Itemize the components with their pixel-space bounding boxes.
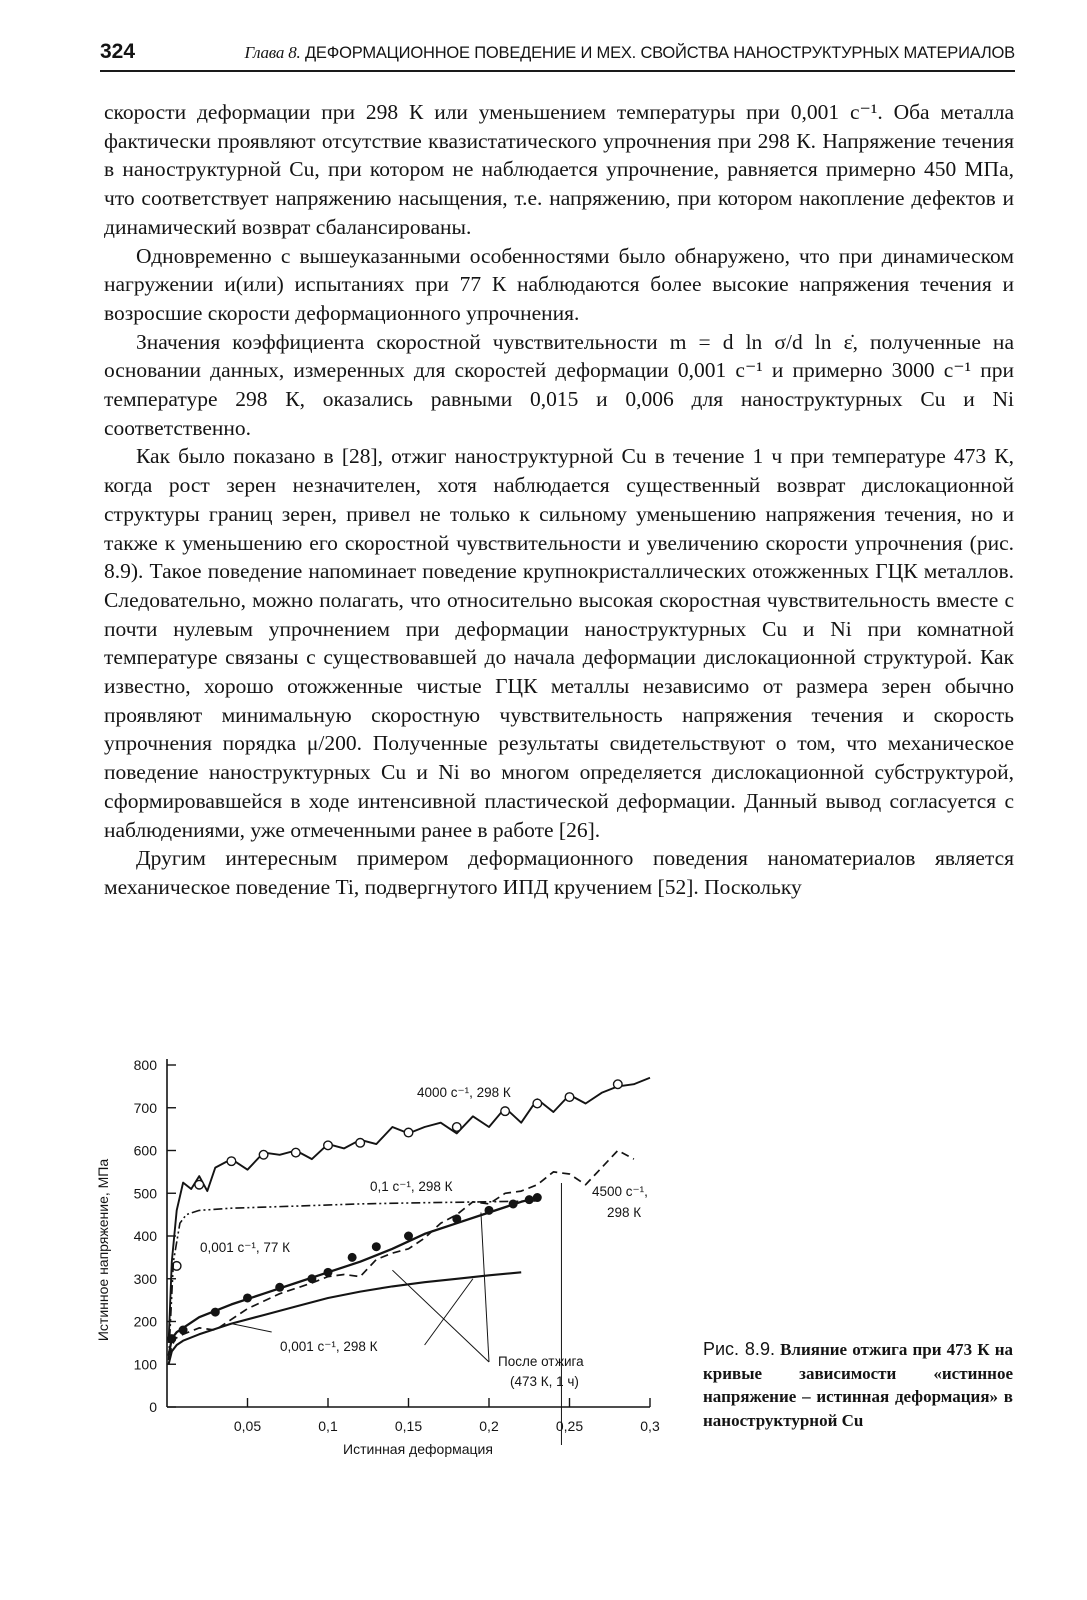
series-marker-3 <box>179 1326 187 1334</box>
label-annealed-b: (473 К, 1 ч) <box>510 1374 579 1389</box>
series-marker-3 <box>348 1254 356 1262</box>
series-marker-3 <box>525 1196 533 1204</box>
y-tick-label: 200 <box>133 1313 157 1330</box>
series-marker-0 <box>614 1080 623 1089</box>
label-4500-a: 4500 с⁻¹, <box>592 1184 648 1199</box>
series-marker-0 <box>453 1123 462 1132</box>
paragraph: скорости деформации при 298 К или уменьшением температуры при 0,001 с⁻¹. Оба металла фактически проявляют отсутствие квазистатического упрочнения при 298 К. Напряжение течения в наноструктурной Cu, при котором не наблюдается упрочнение, равняется примерно 450 МПа, что соответствует напряжению насыщения, т.е. напряжению, при котором накопление дефектов и динамический возврат сбалансированы. <box>104 100 1014 239</box>
paragraph: Другим интересным примером деформационного поведения наноматериалов является механическое поведение Ti, подвергнутого ИПД кручением [52]. Поскольку <box>104 846 1014 899</box>
stress-strain-chart <box>88 1045 678 1465</box>
header-rule <box>100 70 1015 72</box>
body-text <box>104 98 1014 902</box>
label-0-1: 0,1 с⁻¹, 298 К <box>370 1179 453 1194</box>
series-marker-0 <box>404 1128 413 1137</box>
label-annealed-a: После отжига <box>498 1354 584 1369</box>
x-tick-label: 0,15 <box>394 1418 423 1434</box>
paragraph: Как было показано в [28], отжиг наноструктурной Cu в течение 1 ч при температуре 473 К, когда рост зерен незначителен, хотя наблюдается существенный возврат дислокационной структуры границ зерен, привел не только к сильному уменьшению напряжения течения, но и также к уменьшению его скоростной чувствительности и увеличению скорости упрочнения (рис. 8.9). Такое поведение напоминает поведение крупнокристаллических отожженных ГЦК металлов. Следовательно, можно полагать, что относительно высокая скоростная чувствительность вместе с почти нулевым упрочнением при деформации наноструктурных Cu и Ni при комнатной температуре связаны с существовавшей до начала деформации дислокационной структурой. Как известно, хорошо отожженные чистые ГЦК металлы независимо от размера зерен обычно проявляют минимальную скоростную чувствительность напряжения течения и скорость упрочнения порядка μ/200. Полученные результаты свидетельствуют о том, что механическое поведение наноструктурных Cu и Ni во многом определяется дислокационной субструктурой, сформировавшейся в ходе интенсивной пластической деформации. Данный вывод согласуется с наблюдениями, уже отмеченными ранее в работе [26]. <box>104 444 1014 842</box>
series-marker-0 <box>533 1099 542 1108</box>
y-tick-label: 400 <box>133 1228 157 1244</box>
x-tick-label: 0,2 <box>479 1418 499 1434</box>
series-marker-3 <box>405 1232 413 1240</box>
figure-caption <box>703 1338 1013 1432</box>
chapter-title: ДЕФОРМАЦИОННОЕ ПОВЕДЕНИЕ И МЕХ. СВОЙСТВА НАНОСТРУКТУРНЫХ МАТЕРИАЛОВ <box>304 44 1015 62</box>
series-marker-3 <box>168 1335 176 1343</box>
chapter-label: Глава 8. <box>244 43 301 62</box>
series-marker-0 <box>501 1107 510 1116</box>
y-axis-label: Истинное напряжение, МПа <box>95 1158 111 1342</box>
page-number: 324 <box>100 40 136 63</box>
y-tick-label: 0 <box>149 1399 157 1415</box>
label-4000: 4000 с⁻¹, 298 К <box>417 1085 511 1100</box>
x-tick-label: 0,05 <box>233 1418 262 1434</box>
curves <box>168 1078 650 1445</box>
series-marker-0 <box>292 1148 301 1157</box>
series-marker-0 <box>259 1150 268 1159</box>
caption-label: Рис. 8.9. <box>703 1339 775 1359</box>
series-marker-3 <box>308 1275 316 1283</box>
x-tick-label: 0,25 <box>555 1418 584 1434</box>
leader-line <box>392 1270 489 1362</box>
series-marker-3 <box>324 1269 332 1277</box>
leader-line <box>481 1212 489 1362</box>
paragraph: Значения коэффициента скоростной чувствительности m = d ln σ/d ln ε̇, полученные на основании данных, измеренных для скоростей деформации 0,001 с⁻¹ и примерно 3000 с⁻¹ при температуре 298 К, оказались равными 0,015 и 0,006 для наноструктурных Cu и Ni соответственно. <box>104 329 1014 440</box>
figure-8-9 <box>88 1045 678 1470</box>
series-marker-3 <box>212 1308 220 1316</box>
series-marker-0 <box>356 1139 365 1148</box>
x-axis-label: Истинная деформация <box>343 1441 493 1457</box>
series-marker-3 <box>244 1294 252 1302</box>
series-marker-0 <box>195 1180 204 1189</box>
leader-line <box>231 1324 271 1332</box>
running-head <box>100 40 1015 76</box>
series-marker-3 <box>276 1284 284 1292</box>
series-marker-0 <box>227 1157 236 1166</box>
y-tick-label: 600 <box>133 1142 157 1159</box>
chapter-header <box>245 43 1016 63</box>
chart-labels <box>200 1085 648 1389</box>
series-marker-0 <box>565 1093 574 1102</box>
label-4500-b: 298 К <box>607 1205 642 1220</box>
caption-text: Влияние отжига при 473 К на кривые зависимости «истинное напряжение – истинная деформация» в наноструктурной Cu <box>703 1340 1013 1430</box>
series-marker-3 <box>373 1243 381 1251</box>
series-marker-3 <box>485 1207 493 1215</box>
y-tick-label: 100 <box>133 1356 157 1373</box>
series-marker-3 <box>453 1215 461 1223</box>
y-tick-label: 500 <box>133 1185 157 1202</box>
x-tick-label: 0,1 <box>318 1418 338 1434</box>
series-marker-0 <box>324 1141 333 1150</box>
y-tick-label: 300 <box>133 1270 157 1287</box>
series-marker-3 <box>509 1200 517 1208</box>
y-tick-label: 800 <box>133 1057 157 1073</box>
leader-line <box>425 1279 473 1345</box>
x-tick-label: 0,3 <box>640 1418 660 1434</box>
series-line-0 <box>169 1078 650 1343</box>
label-0-001-298: 0,001 с⁻¹, 298 К <box>280 1339 378 1354</box>
paragraph: Одновременно с вышеуказанными особенностями было обнаружено, что при динамическом нагружении и(или) испытаниях при 77 К наблюдаются более высокие напряжения течения и возросшие скорости деформационного упрочнения. <box>104 243 1014 325</box>
series-marker-3 <box>534 1194 542 1202</box>
label-77: 0,001 с⁻¹, 77 К <box>200 1240 291 1255</box>
y-tick-label: 700 <box>133 1099 157 1116</box>
